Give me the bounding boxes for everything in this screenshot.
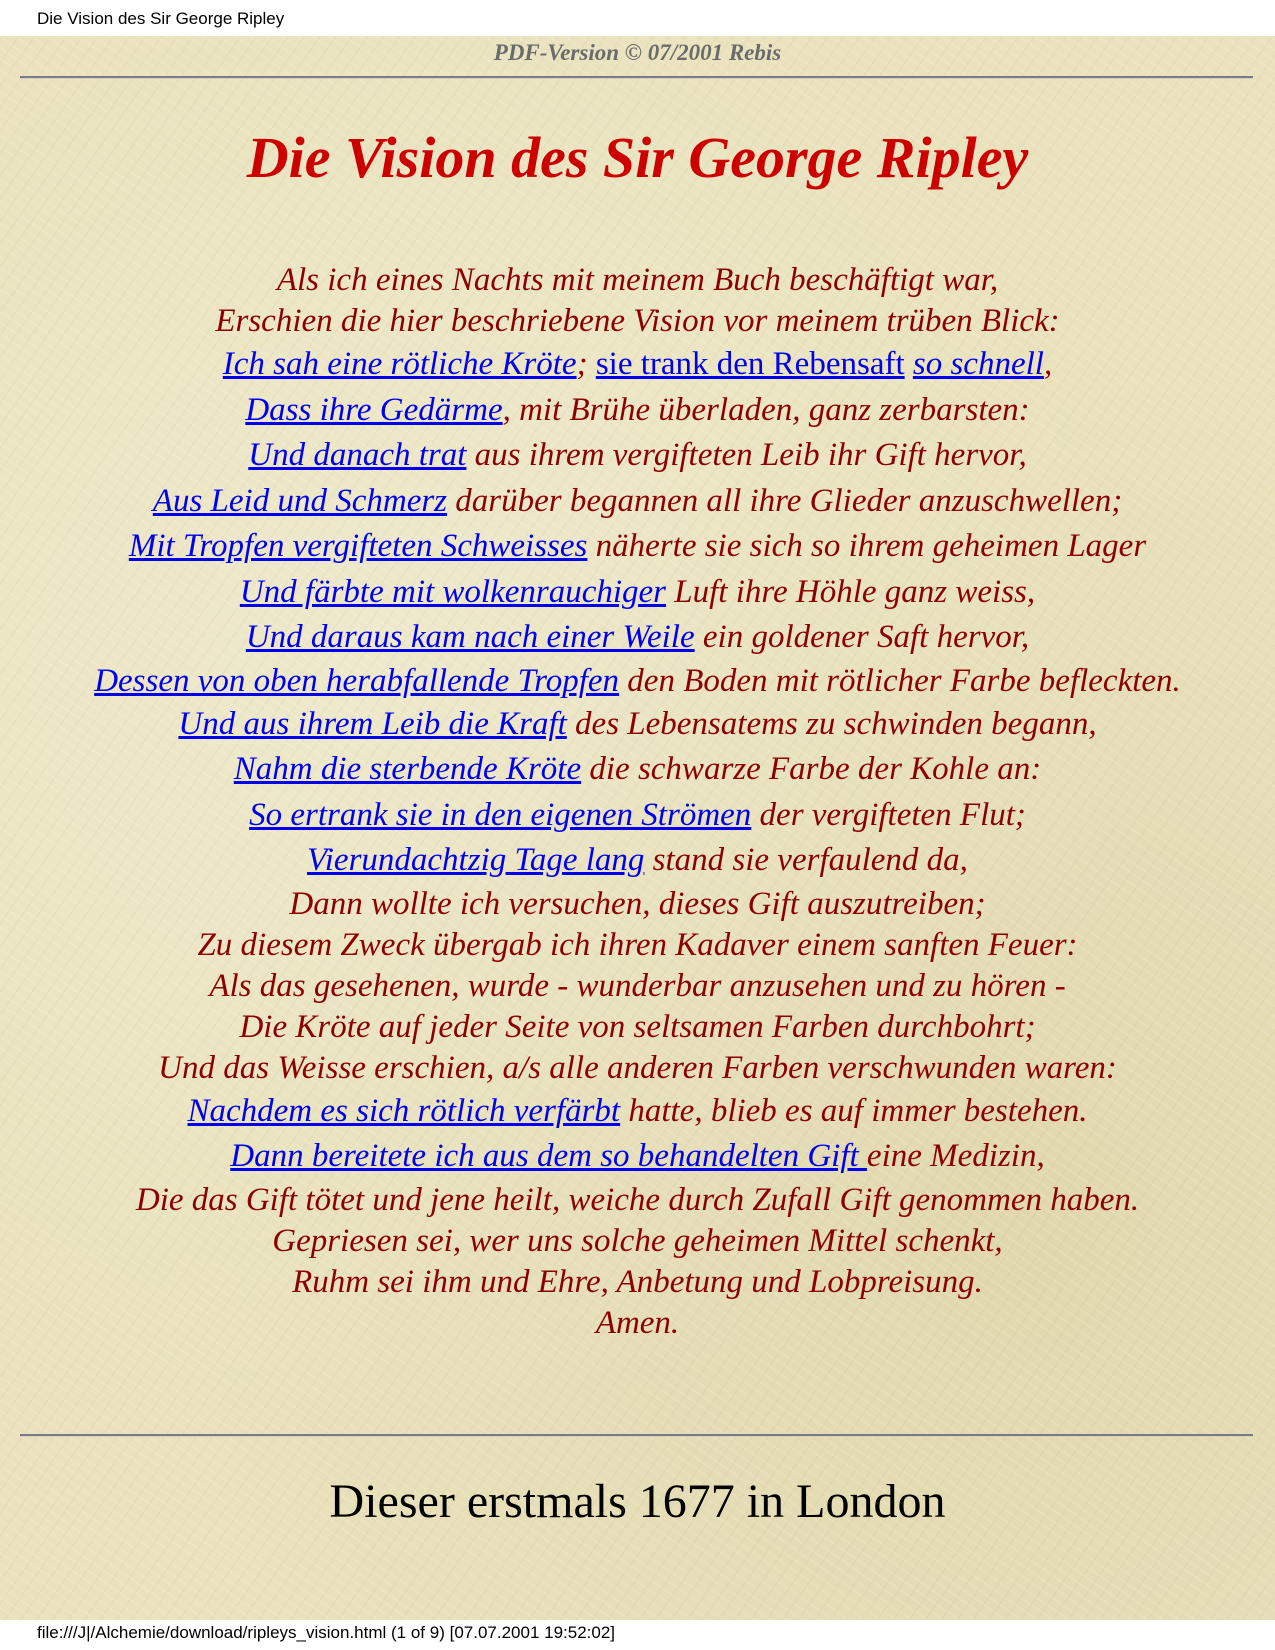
poem-line: Als ich eines Nachts mit meinem Buch beschäftigt war,: [276, 262, 999, 298]
poem-text: darüber begannen all ihre Glieder anzuschwellen;: [447, 482, 1123, 519]
poem-text: des Lebensatems zu schwinden begann,: [566, 705, 1097, 742]
browser-header: [0, 0, 1275, 36]
poem-line: [0, 702, 1275, 748]
poem-link[interactable]: Und danach trat: [248, 437, 467, 473]
poem-line: Dann wollte ich versuchen, dieses Gift auszutreiben;: [289, 885, 986, 922]
poem-link[interactable]: Aus Leid und Schmerz: [152, 482, 448, 519]
poem-text: ,: [1043, 346, 1053, 382]
bottom-divider: [20, 1434, 1253, 1437]
poem-text: ein goldener Saft hervor,: [694, 619, 1030, 655]
poem-link[interactable]: Nachdem es sich rötlich verfärbt: [187, 1092, 621, 1129]
poem-text: eine Medizin,: [866, 1138, 1045, 1174]
poem-line: Amen.: [595, 1304, 680, 1341]
poem-link[interactable]: sie trank den Rebensaft: [595, 346, 905, 382]
poem-text: näherte sie sich so ihrem geheimen Lager: [587, 528, 1147, 564]
poem-link[interactable]: so schnell: [912, 346, 1044, 382]
poem-line: Ruhm sei ihm und Ehre, Anbetung und Lobpreisung.: [292, 1263, 983, 1300]
poem-line: [0, 570, 1275, 616]
poem-line: [0, 793, 1275, 839]
poem-link[interactable]: Und färbte mit wolkenrauchiger: [239, 573, 667, 610]
file-url: file:///J|/Alchemie/download/ripleys_vision.html (1 of 9) [07.07.2001 19:52:02]: [37, 1623, 616, 1642]
poem-link[interactable]: Dessen von oben herabfallende Tropfen: [94, 662, 620, 699]
poem-link[interactable]: Ich sah eine rötliche Kröte: [222, 346, 577, 382]
poem-link[interactable]: Und aus ihrem Leib die Kraft: [178, 705, 567, 742]
poem-line: [0, 838, 1275, 884]
copyright-notice: PDF-Version © 07/2001 Rebis: [493, 40, 782, 65]
poem-line: [0, 388, 1275, 434]
poem-text: hatte, blieb es auf immer bestehen.: [620, 1092, 1088, 1129]
continuation-text: Dieser erstmals 1677 in London: [329, 1475, 946, 1528]
poem-text: Luft ihre Höhle ganz weiss,: [666, 573, 1036, 610]
poem: [0, 260, 1275, 1344]
poem-line: Die Kröte auf jeder Seite von seltsamen Farben durchbohrt;: [239, 1008, 1036, 1045]
poem-line: Erschien die hier beschriebene Vision vor meinem trüben Blick:: [215, 303, 1060, 339]
poem-line: Gepriesen sei, wer uns solche geheimen Mittel schenkt,: [272, 1222, 1003, 1259]
poem-link[interactable]: Und daraus kam nach einer Weile: [245, 619, 695, 655]
poem-line: [0, 747, 1275, 793]
poem-line: Die das Gift tötet und jene heilt, weiche durch Zufall Gift genommen haben.: [135, 1181, 1140, 1218]
poem-text: ;: [576, 346, 596, 382]
poem-text: stand sie verfaulend da,: [644, 842, 968, 878]
poem-line: Und das Weisse erschien, a/s alle anderen Farben verschwunden waren:: [158, 1049, 1117, 1086]
poem-line: [0, 524, 1275, 570]
poem-link[interactable]: Vierundachtzig Tage lang: [307, 842, 645, 878]
page-title: Die Vision des Sir George Ripley: [246, 125, 1029, 190]
poem-text: der vergifteten Flut;: [751, 796, 1026, 833]
poem-line: [0, 1089, 1275, 1135]
poem-line: Zu diesem Zweck übergab ich ihren Kadaver einem sanften Feuer:: [197, 926, 1078, 963]
poem-line: [0, 479, 1275, 525]
poem-line: [78, 661, 1198, 702]
poem-link[interactable]: Dass ihre Gedärme: [245, 391, 503, 428]
poem-text: den Boden mit rötlicher Farbe befleckten.: [619, 662, 1181, 699]
poem-text: die schwarze Farbe der Kohle an:: [581, 751, 1042, 787]
poem-text: , mit Brühe überladen, ganz zerbarsten:: [502, 391, 1030, 428]
document-page: [0, 36, 1275, 1620]
poem-line: [0, 1134, 1275, 1180]
poem-line: [0, 615, 1275, 661]
poem-text: aus ihrem vergifteten Leib ihr Gift hervor,: [466, 437, 1027, 473]
window-title: Die Vision des Sir George Ripley: [37, 9, 285, 28]
status-bar: [0, 1620, 1275, 1650]
poem-text: [905, 346, 913, 382]
poem-link[interactable]: Nahm die sterbende Kröte: [233, 751, 582, 787]
top-divider: [20, 76, 1253, 79]
poem-line: Als das gesehenen, wurde - wunderbar anzusehen und zu hören -: [209, 967, 1066, 1004]
poem-link[interactable]: Mit Tropfen vergifteten Schweisses: [128, 528, 588, 564]
poem-link[interactable]: Dann bereitete ich aus dem so behandelten Gift: [230, 1138, 867, 1174]
poem-line: [0, 433, 1275, 479]
poem-line: [0, 342, 1275, 388]
poem-link[interactable]: So ertrank sie in den eigenen Strömen: [249, 796, 752, 833]
